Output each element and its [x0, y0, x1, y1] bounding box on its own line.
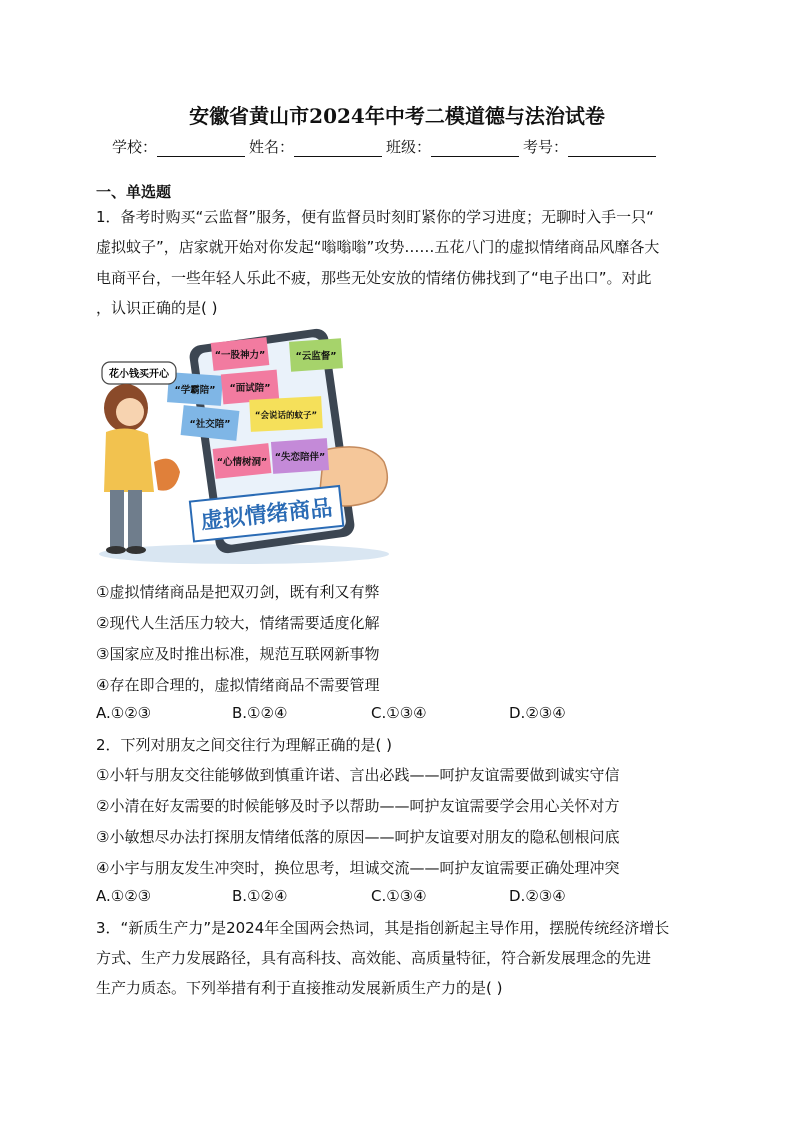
note-2: “云监督” [295, 351, 337, 362]
exam-title: 安徽省黄山市2024年中考二模道德与法治试卷 [189, 104, 605, 128]
school-blank[interactable] [157, 140, 245, 157]
q2-stem: 2．下列对朋友之间交往行为理解正确的是( ) [96, 736, 393, 754]
q2-option-c[interactable]: C.①③④ [371, 887, 427, 905]
class-label: 班级： [386, 138, 432, 156]
q1-statement-3: ③国家应及时推出标准，规范互联网新事物 [96, 645, 380, 663]
q2-option-d[interactable]: D.②③④ [509, 887, 566, 905]
class-blank[interactable] [431, 140, 519, 157]
name-blank[interactable] [294, 140, 382, 157]
exam-number-blank[interactable] [568, 140, 656, 157]
note-7: “心情树洞” [216, 457, 268, 468]
q2-option-a[interactable]: A.①②③ [96, 887, 152, 905]
q1-stem-line-1: 1．备考时购买“云监督”服务，便有监督员时刻盯紧你的学习进度；无聊时入手一只“ [96, 208, 654, 226]
note-6: “社交陪” [189, 419, 231, 430]
q1-illustration [94, 322, 400, 570]
q2-statement-3: ③小敏想尽办法打探朋友情绪低落的原因——呵护友谊要对朋友的隐私刨根问底 [96, 828, 620, 846]
q2-option-b[interactable]: B.①②④ [232, 887, 288, 905]
section-title: 一、单选题 [96, 183, 172, 201]
note-4: “面试陪” [229, 383, 271, 394]
note-1: “一股神力” [214, 350, 266, 361]
note-3: “学霸陪” [174, 385, 216, 396]
q1-stem-line-2: 虚拟蚊子”，店家就开始对你发起“嗡嗡嗡”攻势……五花八门的虚拟情绪商品风靡各大 [96, 238, 660, 256]
q3-stem-line-3: 生产力质态。下列举措有利于直接推动发展新质生产力的是( ) [96, 979, 503, 997]
q1-option-c[interactable]: C.①③④ [371, 704, 427, 722]
girl-figure [104, 384, 180, 554]
money-bag-icon [154, 459, 180, 491]
q1-option-a[interactable]: A.①②③ [96, 704, 152, 722]
figure-banner: 虚拟情绪商品 [199, 495, 334, 535]
student-info-row [112, 136, 660, 157]
q1-statement-1: ①虚拟情绪商品是把双刃剑，既有利又有弊 [96, 583, 380, 601]
q3-stem-line-1: 3．“新质生产力”是2024年全国两会热词，其是指创新起主导作用，摆脱传统经济增长 [96, 919, 670, 937]
q1-option-b[interactable]: B.①②④ [232, 704, 288, 722]
q1-stem-line-4: ，认识正确的是( ) [96, 299, 218, 317]
name-label: 姓名： [249, 138, 295, 156]
speech-bubble: 花小钱买开心 [109, 369, 169, 380]
note-8: “失恋陪伴” [274, 452, 326, 463]
exam-number-label: 考号： [523, 138, 569, 156]
q1-statement-4: ④存在即合理的，虚拟情绪商品不需要管理 [96, 676, 380, 694]
q2-statement-2: ②小清在好友需要的时候能够及时予以帮助——呵护友谊需要学会用心关怀对方 [96, 797, 620, 815]
note-5: “会说话的蚊子” [254, 411, 318, 421]
q1-stem-line-3: 电商平台，一些年轻人乐此不疲，那些无处安放的情绪仿佛找到了“电子出口”。对此 [96, 269, 652, 287]
school-label: 学校： [112, 138, 158, 156]
q1-option-d[interactable]: D.②③④ [509, 704, 566, 722]
q1-statement-2: ②现代人生活压力较大，情绪需要适度化解 [96, 614, 380, 632]
q2-statement-4: ④小宇与朋友发生冲突时，换位思考，坦诚交流——呵护友谊需要正确处理冲突 [96, 859, 620, 877]
q2-statement-1: ①小轩与朋友交往能够做到慎重许诺、言出必践——呵护友谊需要做到诚实守信 [96, 766, 620, 784]
q3-stem-line-2: 方式、生产力发展路径，具有高科技、高效能、高质量特征，符合新发展理念的先进 [96, 949, 652, 967]
